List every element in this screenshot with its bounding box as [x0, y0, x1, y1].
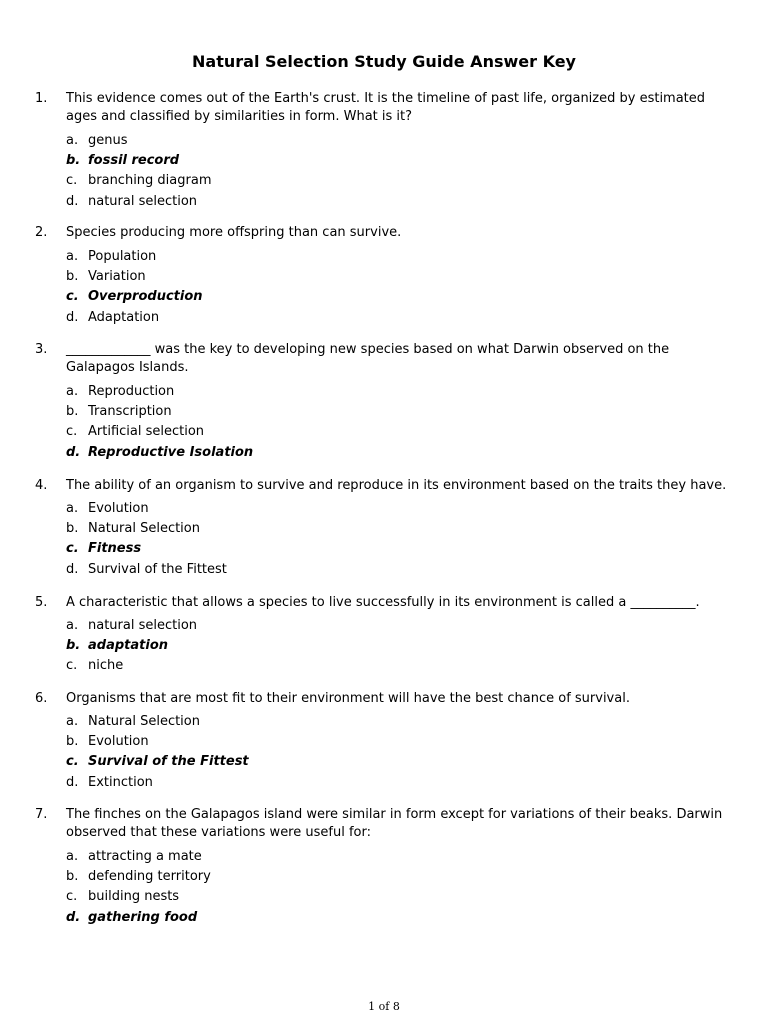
- answer-options: [66, 247, 203, 328]
- question-number: 6.: [35, 691, 48, 706]
- question-number: 3.: [35, 342, 48, 357]
- option-d: d. natural selection: [66, 193, 198, 209]
- answer-options: [66, 131, 211, 212]
- page-title: Natural Selection Study Guide Answer Key: [192, 52, 576, 71]
- option-c-correct: c. Survival of the Fittest: [66, 754, 249, 770]
- question-text: _____________ was the key to developing new species based on what Darwin observed on the Galapagos Islands.: [66, 342, 670, 375]
- option-c-correct: c. Overproduction: [66, 289, 203, 305]
- question-number: 4.: [35, 478, 48, 493]
- option-d-correct: d. Reproductive Isolation: [66, 444, 254, 460]
- option-a: a. Natural Selection: [66, 714, 200, 729]
- answer-options: [66, 712, 249, 793]
- option-c: c. Artificial selection: [66, 424, 205, 440]
- question-number: 5.: [35, 595, 48, 610]
- question-text: Species producing more offspring than can survive.: [66, 225, 402, 240]
- option-b: b. defending territory: [66, 869, 211, 885]
- option-b: b. Natural Selection: [66, 521, 200, 537]
- page-number: 1 of 8: [368, 1000, 400, 1013]
- question-text: This evidence comes out of the Earth's crust. It is the timeline of past life, organized by estimated ages and classified by similarities in form. What is it?: [66, 91, 706, 124]
- option-d-correct: d. gathering food: [66, 909, 198, 925]
- question-number: 7.: [35, 807, 48, 822]
- option-b: b. Evolution: [66, 734, 149, 750]
- option-d: d. Extinction: [66, 774, 153, 790]
- question-text: The ability of an organism to survive and reproduce in its environment based on the traits they have.: [66, 478, 727, 493]
- option-c: c. niche: [66, 658, 124, 674]
- option-a: a. Population: [66, 249, 157, 264]
- option-b-correct: b. fossil record: [66, 153, 180, 169]
- question-number: 2.: [35, 225, 48, 240]
- answer-options: [66, 382, 253, 463]
- answer-options: [66, 499, 227, 580]
- option-b: b. Transcription: [66, 404, 172, 420]
- option-c: c. building nests: [66, 889, 180, 905]
- answer-options: [66, 616, 197, 677]
- option-d: d. Adaptation: [66, 309, 160, 325]
- answer-options: [66, 847, 211, 928]
- option-c-correct: c. Fitness: [66, 541, 142, 557]
- option-a: a. Evolution: [66, 501, 149, 516]
- option-b-correct: b. adaptation: [66, 638, 168, 654]
- question-text: Organisms that are most fit to their environment will have the best chance of survival.: [66, 691, 630, 706]
- option-c: c. branching diagram: [66, 173, 212, 189]
- option-a: a. Reproduction: [66, 384, 175, 399]
- question-number: 1.: [35, 91, 48, 106]
- option-a: a. natural selection: [66, 618, 198, 633]
- option-d: d. Survival of the Fittest: [66, 561, 227, 577]
- option-b: b. Variation: [66, 269, 146, 285]
- question-text: The finches on the Galapagos island were similar in form except for variations of their beaks. Darwin observed that these variations were useful for:: [66, 807, 723, 840]
- question-text: A characteristic that allows a species to live successfully in its environment is called a __________.: [66, 595, 700, 610]
- option-a: a. attracting a mate: [66, 849, 202, 864]
- option-a: a. genus: [66, 133, 128, 148]
